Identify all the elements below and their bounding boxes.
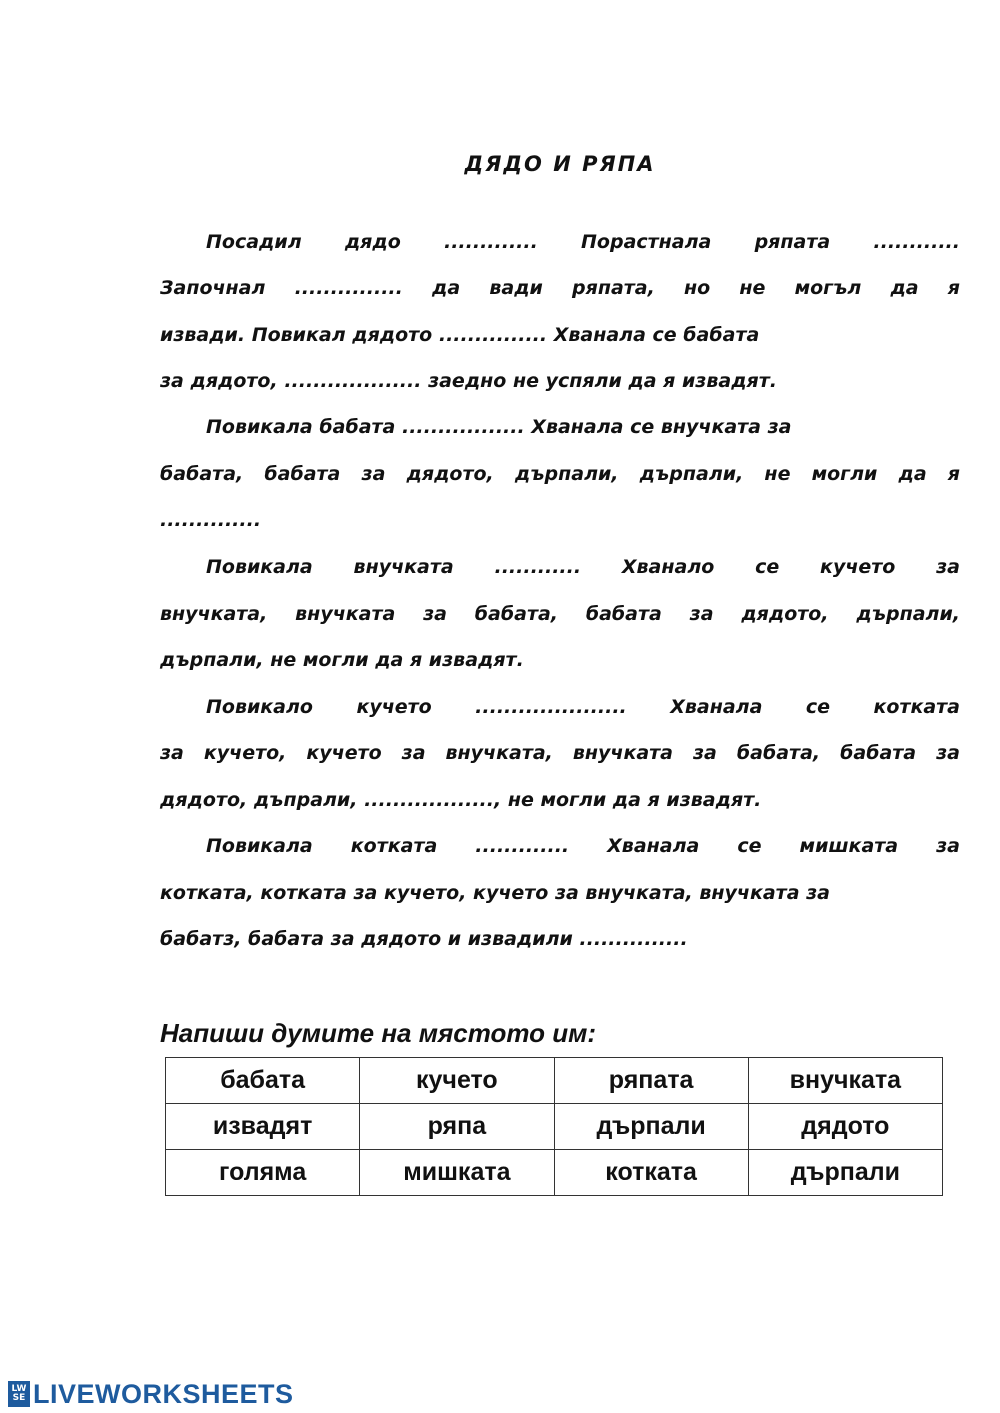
story-line: за дядото, ................... заедно не успяли да я извадят. <box>160 370 777 392</box>
story-line: внучката, внучката за бабата, бабата за дядото, дърпали, <box>160 603 960 625</box>
word-bank-table <box>165 1057 943 1196</box>
word-cell: кучето <box>360 1058 554 1104</box>
story-line: .............. <box>160 509 262 531</box>
story-line: дърпали, не могли да я извадят. <box>160 649 524 671</box>
story-line: Повикала бабата ................. Хванала се внучката за <box>206 416 792 438</box>
story-line: Посадил дядо ............. Порастнала ряпата ............ <box>206 231 960 253</box>
word-cell: дърпали <box>748 1150 942 1196</box>
story-line: Повикала внучката ............ Хванало се кучето за <box>206 556 960 578</box>
word-bank-row <box>166 1104 943 1150</box>
word-bank-row <box>166 1058 943 1104</box>
word-cell: ряпата <box>554 1058 748 1104</box>
liveworksheets-logo <box>8 1379 294 1409</box>
story-line: бабата, бабата за дядото, дърпали, дърпали, не могли да я <box>160 463 960 485</box>
word-cell: котката <box>554 1150 748 1196</box>
story-line: Повикало кучето ..................... Хванала се котката <box>206 696 960 718</box>
story-line: Започнал ............... да вади ряпата, но не могъл да я <box>160 277 960 299</box>
logo-mark-top: LW <box>11 1384 27 1394</box>
exercise-heading: Напиши думите на мястото им: <box>160 1018 597 1048</box>
story-line: Повикала котката ............. Хванала се мишката за <box>206 835 960 857</box>
story-line: бабатз, бабата за дядото и извадили ............... <box>160 928 688 950</box>
story-line: дядото, дъпрали, .................., не могли да я извадят. <box>160 789 762 811</box>
liveworksheets-logo-icon <box>8 1381 30 1407</box>
word-cell: извадят <box>166 1104 360 1150</box>
story-title: ДЯДО И РЯПА <box>464 152 656 176</box>
word-cell: ряпа <box>360 1104 554 1150</box>
word-cell: мишката <box>360 1150 554 1196</box>
story-line: котката, котката за кучето, кучето за внучката, внучката за <box>160 882 830 904</box>
logo-mark-bottom: SE <box>12 1393 26 1403</box>
word-bank-row <box>166 1150 943 1196</box>
word-cell: бабата <box>166 1058 360 1104</box>
story-line: за кучето, кучето за внучката, внучката за бабата, бабата за <box>160 742 960 764</box>
word-cell: дърпали <box>554 1104 748 1150</box>
word-cell: голяма <box>166 1150 360 1196</box>
liveworksheets-logo-text: LIVEWORKSHEETS <box>33 1378 294 1409</box>
story-line: извади. Повикал дядото ............... Хванала се бабата <box>160 324 760 346</box>
word-cell: дядото <box>748 1104 942 1150</box>
word-cell: внучката <box>748 1058 942 1104</box>
